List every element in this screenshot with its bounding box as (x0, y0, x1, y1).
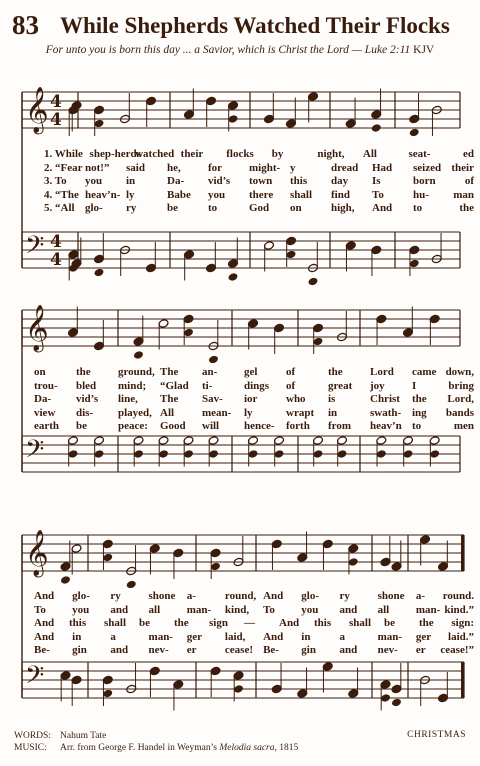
lyric-syllable: And (372, 202, 393, 215)
lyric-syllable: 2. “Fear (44, 161, 83, 174)
verse-line (0, 175, 480, 188)
lyric-syllable: by (271, 148, 284, 160)
lyric-syllable: who (286, 393, 306, 406)
lyric-syllable: gin (301, 644, 316, 657)
lyric-syllable: man- (148, 630, 173, 643)
lyric-syllable: heav’n- (85, 188, 121, 201)
lyric-syllable: Is (372, 175, 381, 188)
music-source: Melodia sacra (219, 743, 275, 753)
lyric-syllable: mind; (118, 379, 147, 392)
hymn-header (12, 10, 472, 44)
lyric-syllable: 1. While (44, 148, 83, 160)
lyric-syllable: The (160, 366, 179, 378)
lyric-syllable: shall (104, 617, 127, 630)
lyric-syllable: 3. To (44, 175, 67, 188)
words-label: WORDS: (14, 731, 51, 741)
scripture-text: For unto you is born this day ... a Savior, which is Christ the Lord (45, 44, 349, 56)
lyric-syllable: God (249, 202, 270, 215)
lyric-syllable: seat- (408, 148, 431, 160)
verse-line (0, 380, 480, 393)
bass-staff (0, 648, 480, 718)
lyric-syllable: high, (331, 202, 355, 215)
lyric-syllable: round. (442, 590, 474, 602)
lyric-syllable: cease!” (440, 644, 474, 657)
lyric-syllable: kind.” (444, 603, 474, 616)
lyric-syllable: and (339, 644, 358, 657)
lyric-syllable: all (377, 603, 390, 616)
lyric-syllable: All (160, 406, 175, 419)
lyric-syllable: round, (224, 590, 257, 602)
lyric-syllable: in (328, 406, 338, 419)
treble-staff (0, 78, 480, 148)
verse-line (0, 393, 480, 406)
lyric-syllable: Lord (370, 366, 394, 378)
verse-line (0, 202, 480, 215)
lyric-syllable: Good (160, 420, 186, 433)
lyric-syllable: ior (244, 393, 258, 406)
verse-line (0, 617, 480, 630)
lyric-syllable: man- (377, 630, 403, 643)
verse-line (0, 631, 480, 644)
lyric-syllable: the (459, 202, 474, 215)
lyric-syllable: dread (331, 161, 359, 174)
lyric-syllable: the (412, 393, 427, 406)
lyric-syllable: of (286, 379, 296, 392)
lyric-syllable: dis- (76, 406, 94, 419)
lyric-syllable: might- (249, 161, 281, 174)
lyric-syllable: their (451, 161, 474, 174)
lyric-syllable: “Glad (160, 379, 189, 392)
lyric-syllable: bled (76, 379, 97, 392)
notehead (126, 580, 137, 590)
lyric-syllable: ger (186, 630, 202, 643)
notehead (133, 350, 144, 360)
lyric-syllable: shall (290, 188, 313, 201)
lyric-syllable: be (167, 202, 178, 215)
scripture-version: KJV (413, 44, 435, 56)
lyric-syllable: men (453, 420, 474, 433)
lyric-syllable: joy (370, 379, 385, 392)
notehead (94, 268, 105, 278)
lyric-syllable: and (339, 603, 358, 616)
lyric-syllable: swath- (370, 406, 402, 419)
lyric-syllable: played, (118, 406, 152, 419)
lyric-syllable: bring (448, 379, 474, 392)
scripture-reference (0, 44, 480, 56)
lyric-syllable: laid.” (448, 630, 474, 643)
verse-line (0, 366, 480, 379)
lyric-syllable: wrapt (286, 406, 315, 419)
notehead (391, 698, 402, 708)
bass-clef-icon: 𝄢 (25, 435, 45, 470)
notehead (371, 123, 382, 133)
lyric-syllable: ly (244, 406, 253, 419)
treble-clef-icon: 𝄞 (25, 305, 49, 351)
lyric-syllable: there (249, 188, 274, 201)
hymn-title: While Shepherds Watched Their Flocks (60, 13, 450, 38)
lyric-syllable: sign: (451, 617, 474, 630)
lyric-syllable: ry (339, 590, 350, 602)
lyric-syllable: find (331, 188, 350, 201)
lyric-syllable: Babe (167, 188, 191, 201)
words-author: Nahum Tate (60, 731, 107, 741)
lyric-syllable: hence- (244, 420, 275, 433)
lyric-syllable: you (85, 175, 103, 188)
lyric-syllable: the (328, 366, 343, 378)
lyric-syllable: sign (209, 617, 228, 630)
music-year: , 1815 (274, 743, 299, 753)
lyric-syllable: a- (186, 590, 196, 602)
lyric-syllable: man (453, 188, 474, 201)
lyric-syllable: laid, (224, 630, 246, 643)
lyric-syllable: you (208, 188, 226, 201)
lyric-syllable: you (72, 603, 90, 616)
lyric-syllable: born (413, 175, 436, 188)
lyric-syllable: To (34, 603, 46, 616)
lyric-syllable: The (160, 393, 179, 406)
lyric-syllable: to (412, 420, 422, 433)
lyric-syllable: this (69, 617, 87, 630)
lyric-syllable: of (464, 175, 474, 188)
treble-staff (0, 521, 480, 591)
lyric-syllable: the (76, 366, 91, 378)
lyric-syllable: Sav- (202, 393, 223, 406)
lyric-syllable: heav’n (370, 420, 402, 433)
verse-line (0, 189, 480, 202)
lyric-syllable: gel (244, 366, 258, 378)
lyric-syllable: — (244, 617, 255, 630)
lyric-syllable: shone (377, 590, 405, 602)
bass-staff (0, 218, 480, 288)
verse-line (0, 407, 480, 420)
lyric-syllable: be (76, 420, 87, 433)
lyric-syllable: ing (412, 406, 427, 419)
lyric-syllable: night, (317, 148, 345, 160)
lyric-syllable: for (208, 161, 223, 174)
lyric-syllable: he, (167, 161, 181, 174)
notehead (228, 272, 239, 282)
notehead (208, 355, 219, 365)
lyric-syllable: be (139, 617, 150, 630)
lyric-syllable: said (126, 161, 145, 174)
lyric-syllable: ger (415, 630, 432, 643)
time-signature: 4 (50, 232, 62, 252)
lyric-syllable: nev- (377, 644, 398, 657)
lyric-syllable: glo- (85, 202, 103, 215)
lyric-syllable: nev- (148, 644, 169, 657)
lyric-syllable: Da- (167, 175, 185, 188)
verse-line (0, 162, 480, 175)
lyric-syllable: not!” (85, 161, 110, 174)
verse-line (0, 148, 480, 161)
lyric-syllable: to (208, 202, 218, 215)
treble-staff (0, 296, 480, 366)
lyric-syllable: glo- (301, 590, 319, 602)
lyric-syllable: in (72, 630, 82, 643)
lyric-syllable: And (34, 617, 55, 630)
bass-clef-icon: 𝄢 (25, 661, 45, 696)
lyric-syllable: man- (186, 603, 212, 616)
lyric-syllable: ground, (118, 366, 155, 378)
lyric-syllable: their (180, 148, 204, 160)
lyric-syllable: Be- (34, 644, 50, 657)
lyric-syllable: y (290, 161, 296, 174)
lyric-syllable: dings (244, 379, 270, 392)
lyric-syllable: this (314, 617, 332, 630)
lyric-syllable: hu- (413, 188, 429, 201)
treble-clef-icon: 𝄞 (25, 530, 49, 576)
verse-line (0, 420, 480, 433)
lyric-syllable: And (279, 617, 300, 630)
lyric-syllable: town (249, 175, 273, 188)
lyric-syllable: this (290, 175, 308, 188)
lyric-syllable: vid’s (76, 393, 99, 406)
lyric-syllable: Lord, (447, 393, 474, 406)
lyric-syllable: line, (118, 393, 138, 406)
lyric-syllable: all (148, 603, 161, 616)
lyric-syllable: ry (110, 590, 121, 602)
lyric-syllable: All (362, 148, 377, 160)
notehead (409, 128, 420, 138)
lyric-syllable: the (174, 617, 189, 630)
lyric-syllable: Be- (263, 644, 279, 657)
lyric-syllable: is (328, 393, 336, 406)
lyric-syllable: an- (202, 366, 218, 378)
notehead (60, 575, 71, 585)
lyric-syllable: down, (445, 366, 474, 378)
time-signature: 4 (50, 110, 62, 130)
lyric-syllable: mean- (202, 406, 232, 419)
lyric-syllable: er (186, 644, 197, 657)
lyric-syllable: vid’s (208, 175, 231, 188)
lyric-syllable: a (110, 630, 116, 643)
lyric-syllable: in (126, 175, 136, 188)
lyric-syllable: to (413, 202, 423, 215)
music-label: MUSIC: (14, 743, 47, 753)
lyric-syllable: you (301, 603, 319, 616)
lyric-syllable: Had (372, 161, 393, 174)
lyric-syllable: a (339, 630, 345, 643)
lyric-syllable: and (110, 644, 129, 657)
lyric-syllable: cease! (224, 644, 253, 657)
lyric-syllable: glo- (72, 590, 90, 602)
lyric-syllable: ly (126, 188, 135, 201)
lyric-syllable: 4. “The (44, 188, 79, 201)
lyric-syllable: shone (148, 590, 176, 602)
lyric-syllable: peace: (118, 420, 148, 433)
lyric-syllable: To (372, 188, 384, 201)
lyric-syllable: seized (413, 161, 442, 174)
lyric-syllable: shall (349, 617, 372, 630)
lyric-syllable: a- (415, 590, 425, 602)
lyric-syllable: from (328, 420, 352, 433)
credits (14, 730, 298, 754)
lyric-syllable: And (263, 630, 284, 643)
verse-line (0, 644, 480, 657)
scripture-citation: — Luke 2:11 (351, 44, 411, 56)
lyric-syllable: of (286, 366, 296, 378)
verse-line (0, 590, 480, 603)
lyric-syllable: forth (286, 420, 310, 433)
lyric-syllable: shep-herds (89, 148, 141, 160)
lyric-syllable: Da- (34, 393, 52, 406)
lyric-syllable: ed (463, 148, 474, 160)
verse-line (0, 604, 480, 617)
music-arranger: Arr. from George F. Handel in Weyman’s (60, 743, 220, 753)
hymn-category: CHRISTMAS (407, 730, 466, 740)
lyric-syllable: gin (72, 644, 87, 657)
lyric-syllable: And (263, 590, 284, 602)
lyric-syllable: er (415, 644, 426, 657)
lyric-syllable: kind, (224, 603, 250, 616)
time-signature: 4 (50, 250, 62, 270)
lyric-syllable: will (202, 420, 220, 433)
bass-clef-icon: 𝄢 (25, 231, 45, 266)
lyric-syllable: view (34, 406, 56, 419)
lyric-syllable: and (110, 603, 129, 616)
lyric-syllable: man- (415, 603, 441, 616)
hymn-number: 83 (12, 10, 39, 40)
lyric-syllable: ry (126, 202, 137, 215)
notehead (308, 277, 319, 287)
lyric-syllable: be (384, 617, 395, 630)
lyric-syllable: Christ (370, 393, 400, 406)
lyric-syllable: earth (34, 420, 60, 433)
time-signature: 4 (50, 92, 62, 112)
lyric-syllable: great (328, 379, 353, 392)
lyric-syllable: And (34, 590, 55, 602)
lyric-syllable: trou- (34, 379, 58, 392)
lyric-syllable: And (34, 630, 55, 643)
lyric-syllable: on (34, 366, 46, 378)
lyric-syllable: on (290, 202, 302, 215)
lyric-syllable: I (412, 379, 417, 392)
lyric-syllable: 5. “All (44, 202, 75, 215)
lyric-syllable: To (263, 603, 275, 616)
lyric-syllable: day (331, 175, 349, 188)
lyric-syllable: bands (445, 406, 474, 419)
lyric-syllable: in (301, 630, 311, 643)
final-barline (461, 535, 464, 571)
treble-clef-icon: 𝄞 (25, 87, 49, 133)
lyric-syllable: ti- (202, 379, 213, 392)
final-barline (461, 662, 464, 698)
lyric-syllable: the (419, 617, 434, 630)
lyric-syllable: came (412, 366, 437, 378)
lyric-syllable: flocks (226, 148, 254, 160)
lyric-syllable: watched (135, 148, 175, 160)
